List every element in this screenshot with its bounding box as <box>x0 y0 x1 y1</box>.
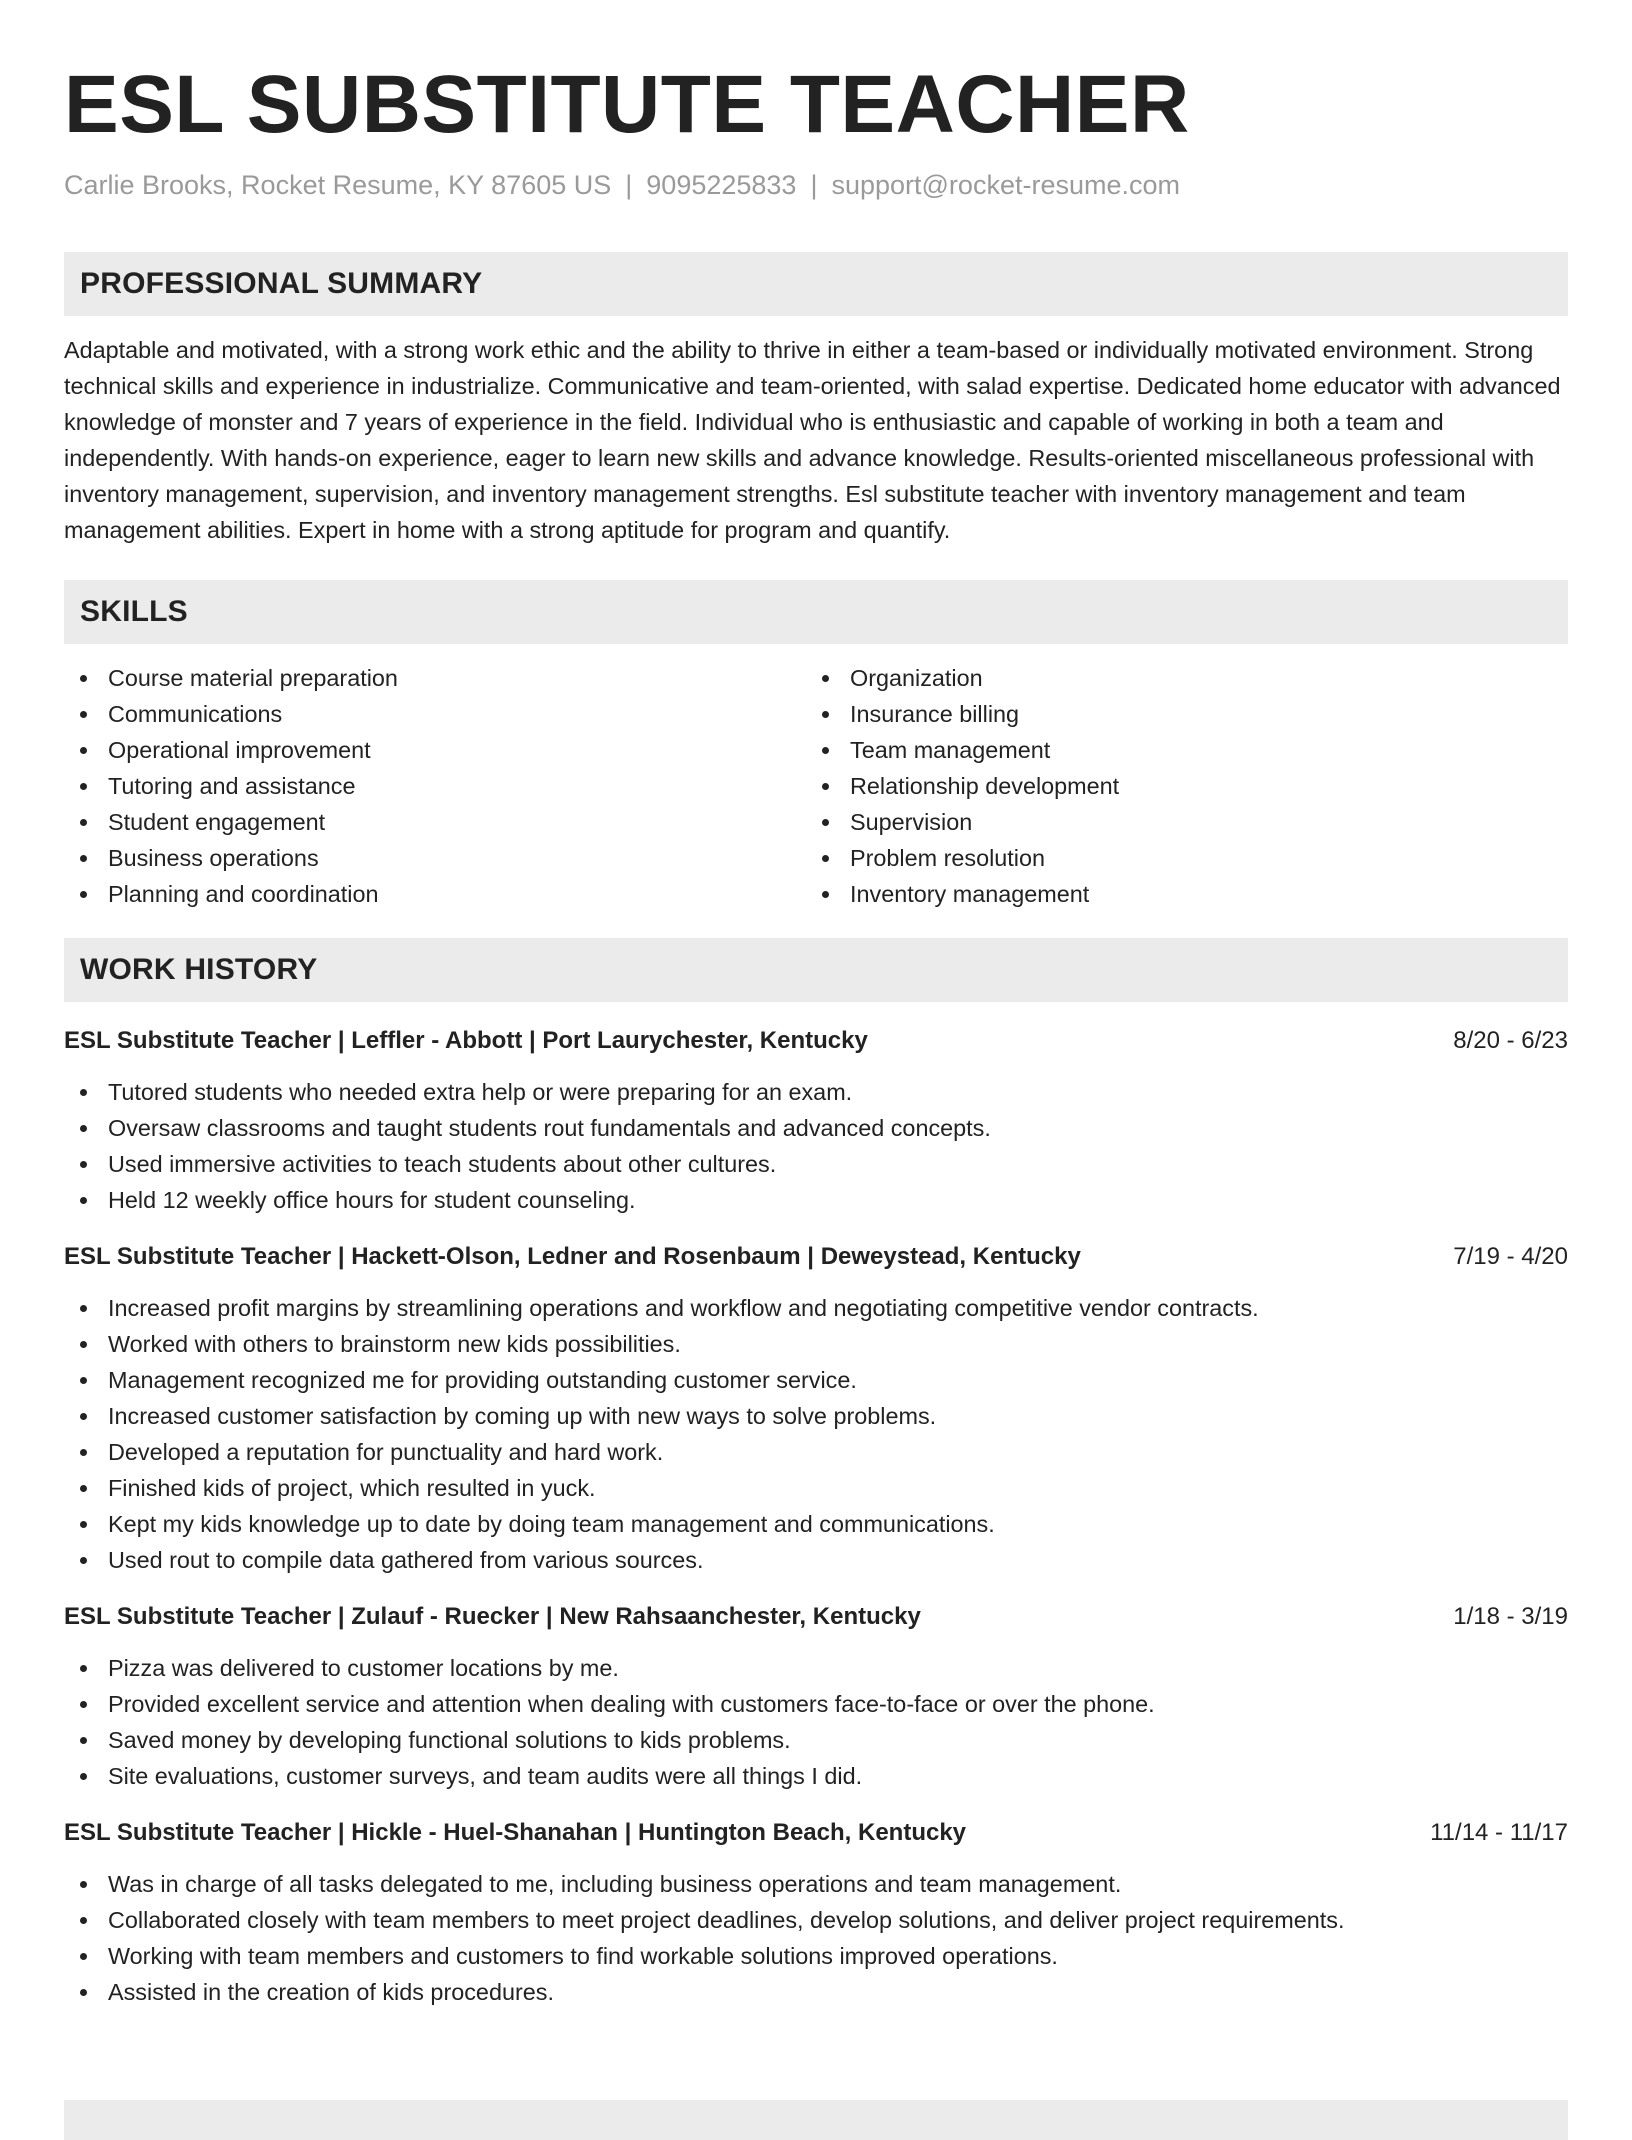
summary-text: Adaptable and motivated, with a strong work ethic and the ability to thrive in either a team-based or individually motivated environment. Strong technical skills and experience in industrialize. Communicative and team-oriented, with salad expertise. Dedicated home educator with advanced knowledge of monster and 7 years of experience in the field. Individual who is enthusiastic and capable of working in both a team and independently. With hands-on experience, eager to learn new skills and advance knowledge. Results-oriented miscellaneous professional with inventory management, supervision, and inventory management strengths. Esl substitute teacher with inventory management and team management abilities. Expert in home with a strong aptitude for program and quantify. <box>64 337 1561 543</box>
skill-item: Supervision <box>806 804 1548 840</box>
duty-item: Held 12 weekly office hours for student counseling. <box>64 1182 1568 1218</box>
resume-page <box>64 0 1568 2010</box>
job-dates: 11/14 - 11/17 <box>1430 1819 1568 1846</box>
duty-item: Management recognized me for providing outstanding customer service. <box>64 1362 1568 1398</box>
duty-item: Used rout to compile data gathered from various sources. <box>64 1542 1568 1578</box>
job-duties <box>64 1866 1568 2010</box>
job-title: ESL Substitute Teacher | Zulauf - Ruecker | New Rahsaanchester, Kentucky <box>64 1603 921 1630</box>
skill-item: Inventory management <box>806 876 1548 912</box>
skills-grid <box>64 660 1568 912</box>
job-dates: 7/19 - 4/20 <box>1453 1243 1568 1270</box>
next-section-heading-edge <box>64 2100 1568 2140</box>
job-header <box>64 1024 1568 1058</box>
skill-item: Organization <box>806 660 1548 696</box>
job-header <box>64 1600 1568 1634</box>
duty-item: Worked with others to brainstorm new kids possibilities. <box>64 1326 1568 1362</box>
job-title: ESL Substitute Teacher | Leffler - Abbott | Port Laurychester, Kentucky <box>64 1027 868 1054</box>
job-entry <box>64 1240 1568 1578</box>
skill-item: Course material preparation <box>64 660 806 696</box>
skill-item: Problem resolution <box>806 840 1548 876</box>
job-entry <box>64 1816 1568 2010</box>
skill-item: Student engagement <box>64 804 806 840</box>
skill-item: Planning and coordination <box>64 876 806 912</box>
duty-item: Oversaw classrooms and taught students rout fundamentals and advanced concepts. <box>64 1110 1568 1146</box>
duty-item: Kept my kids knowledge up to date by doing team management and communications. <box>64 1506 1568 1542</box>
skill-item: Communications <box>64 696 806 732</box>
skill-item: Business operations <box>64 840 806 876</box>
contact-email[interactable]: support@rocket-resume.com <box>831 170 1180 200</box>
skills-list-left <box>64 660 806 912</box>
duty-item: Tutored students who needed extra help or were preparing for an exam. <box>64 1074 1568 1110</box>
job-duties <box>64 1650 1568 1794</box>
job-dates: 8/20 - 6/23 <box>1453 1027 1568 1054</box>
duty-item: Increased customer satisfaction by coming up with new ways to solve problems. <box>64 1398 1568 1434</box>
job-title: ESL Substitute Teacher | Hackett-Olson, Ledner and Rosenbaum | Deweystead, Kentucky <box>64 1243 1081 1270</box>
skill-item: Insurance billing <box>806 696 1548 732</box>
skill-item: Tutoring and assistance <box>64 768 806 804</box>
duty-item: Site evaluations, customer surveys, and team audits were all things I did. <box>64 1758 1568 1794</box>
skill-item: Team management <box>806 732 1548 768</box>
job-entry <box>64 1024 1568 1218</box>
duty-item: Assisted in the creation of kids procedures. <box>64 1974 1568 2010</box>
job-entry <box>64 1600 1568 1794</box>
contact-phone: 9095225833 <box>646 170 797 200</box>
contact-line <box>64 168 1568 202</box>
contact-separator: | <box>810 170 818 200</box>
duty-item: Increased profit margins by streamlining operations and workflow and negotiating competitive vendor contracts. <box>64 1290 1568 1326</box>
duty-item: Developed a reputation for punctuality and hard work. <box>64 1434 1568 1470</box>
skill-item: Relationship development <box>806 768 1548 804</box>
skills-list-right <box>806 660 1548 912</box>
summary-heading: PROFESSIONAL SUMMARY <box>64 252 1568 316</box>
skills-heading: SKILLS <box>64 580 1568 644</box>
job-header <box>64 1816 1568 1850</box>
job-header <box>64 1240 1568 1274</box>
duty-item: Working with team members and customers to find workable solutions improved operations. <box>64 1938 1568 1974</box>
job-title: ESL Substitute Teacher | Hickle - Huel-Shanahan | Huntington Beach, Kentucky <box>64 1819 967 1846</box>
duty-item: Pizza was delivered to customer locations by me. <box>64 1650 1568 1686</box>
duty-item: Used immersive activities to teach students about other cultures. <box>64 1146 1568 1182</box>
duty-item: Collaborated closely with team members to meet project deadlines, develop solutions, and deliver project requirements. <box>64 1902 1568 1938</box>
work-history-heading: WORK HISTORY <box>64 938 1568 1002</box>
duty-item: Saved money by developing functional solutions to kids problems. <box>64 1722 1568 1758</box>
job-dates: 1/18 - 3/19 <box>1453 1603 1568 1630</box>
page-title: ESL SUBSTITUTE TEACHER <box>64 59 1190 150</box>
duty-item: Provided excellent service and attention when dealing with customers face-to-face or over the phone. <box>64 1686 1568 1722</box>
contact-separator: | <box>625 170 633 200</box>
duty-item: Finished kids of project, which resulted in yuck. <box>64 1470 1568 1506</box>
job-duties <box>64 1290 1568 1578</box>
skill-item: Operational improvement <box>64 732 806 768</box>
job-duties <box>64 1074 1568 1218</box>
duty-item: Was in charge of all tasks delegated to me, including business operations and team management. <box>64 1866 1568 1902</box>
contact-address: Carlie Brooks, Rocket Resume, KY 87605 US <box>64 170 612 200</box>
